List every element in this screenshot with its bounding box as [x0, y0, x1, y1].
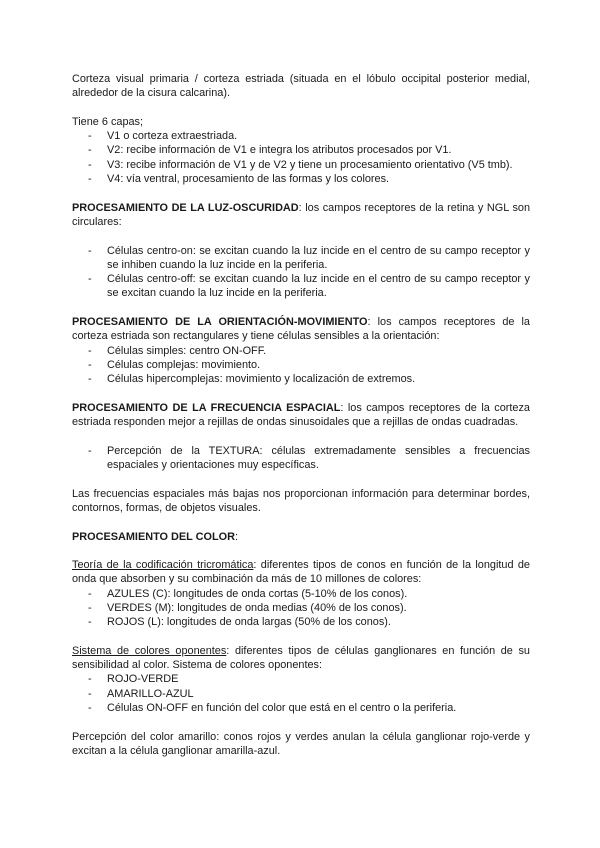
layers-list: [72, 129, 530, 186]
list-item: - AZULES (C): longitudes de onda cortas (5-10% de los conos).: [88, 587, 408, 600]
tricromatica-list: [72, 587, 530, 630]
color-heading: PROCESAMIENTO DEL COLOR:: [72, 530, 239, 543]
bullet-dash: -: [88, 616, 92, 629]
bullet-dash: -: [88, 144, 92, 157]
frecuencia-closing: Las frecuencias espaciales más bajas nos proporcionan información para determinar bordes, contornos, formas, de objetos visuales.: [72, 487, 530, 514]
list-item: - Células simples: centro ON-OFF.: [88, 344, 267, 357]
orientacion-paragraph: PROCESAMIENTO DE LA ORIENTACIÓN-MOVIMIENTO: los campos receptores de la corteza estriada son rectangulares y tiene células sensibles a la orientación:: [72, 316, 530, 343]
list-item: - Células centro-on: se excitan cuando la luz incide en el centro de su campo receptor y se inhiben cuando la luz incide en la periferia.: [88, 244, 530, 271]
list-item: - ROJO-VERDE: [88, 673, 179, 686]
bullet-dash: -: [88, 130, 92, 143]
list-item: - V3: recibe información de V1 y de V2 y tiene un procesamiento orientativo (V5 tmb).: [88, 158, 513, 171]
bullet-dash: -: [88, 273, 92, 286]
list-item: - AMARILLO-AZUL: [88, 687, 194, 700]
tricromatica-paragraph: Teoría de la codificación tricromática: diferentes tipos de conos en función de la longitud de onda que absorben y su combinación da más de 10 millones de colores:: [72, 559, 530, 586]
list-item: - V2: recibe información de V1 e integra los atributos procesados por V1.: [88, 144, 452, 157]
list-item: - ROJOS (L): longitudes de onda largas (50% de los conos).: [88, 616, 391, 629]
list-item: - V1 o corteza extraestriada.: [88, 130, 238, 143]
bullet-dash: -: [88, 158, 92, 171]
list-item: - VERDES (M): longitudes de onda medias (40% de los conos).: [88, 601, 407, 614]
bullet-dash: -: [88, 673, 92, 686]
luz-paragraph: PROCESAMIENTO DE LA LUZ-OSCURIDAD: los campos receptores de la retina y NGL son circulares:: [72, 201, 531, 228]
frecuencia-title: PROCESAMIENTO DE LA FRECUENCIA ESPACIAL: [72, 401, 341, 414]
orientacion-list: [72, 344, 530, 387]
bullet-dash: -: [88, 444, 92, 457]
bullet-dash: -: [88, 358, 92, 371]
frecuencia-list: [72, 444, 530, 473]
oponentes-paragraph: Sistema de colores oponentes: diferentes tipos de células ganglionares en función de su sensibilidad al color. Sistema de colores oponentes:: [72, 644, 530, 672]
color-title: PROCESAMIENTO DEL COLOR: [72, 530, 235, 543]
list-item: - Células ON-OFF en función del color que está en el centro o la periferia.: [88, 702, 457, 715]
frecuencia-paragraph: PROCESAMIENTO DE LA FRECUENCIA ESPACIAL: los campos receptores de la corteza estriada responden mejor a rejillas de ondas sinusoidales que a rejillas de ondas cuadradas.: [72, 401, 530, 429]
luz-title: PROCESAMIENTO DE LA LUZ-OSCURIDAD: [72, 201, 299, 214]
list-item: - Células centro-off: se excitan cuando la luz incide en el centro de su campo receptor y se excitan cuando la luz incide en la periferia.: [88, 273, 530, 300]
orientacion-title: PROCESAMIENTO DE LA ORIENTACIÓN-MOVIMIENTO: [72, 316, 368, 329]
oponentes-list: [72, 672, 530, 715]
oponentes-label: Sistema de colores oponentes: [72, 644, 227, 657]
list-item: - V4: vía ventral, procesamiento de las formas y los colores.: [88, 173, 390, 186]
list-item: - Percepción de la TEXTURA: células extremadamente sensibles a frecuencias espaciales y orientaciones muy específicas.: [88, 444, 530, 472]
bullet-dash: -: [88, 344, 92, 357]
bullet-dash: -: [88, 687, 92, 700]
luz-list: [72, 244, 530, 301]
intro-paragraph: Corteza visual primaria / corteza estriada (situada en el lóbulo occipital posterior medial, alrededor de la cisura calcarina).: [72, 73, 530, 100]
bullet-dash: -: [88, 244, 92, 257]
bullet-dash: -: [88, 373, 92, 386]
bullet-dash: -: [88, 702, 92, 715]
bullet-dash: -: [88, 601, 92, 614]
list-item: - Células complejas: movimiento.: [88, 358, 261, 371]
tricromatica-label: Teoría de la codificación tricromática: [72, 559, 254, 572]
bullet-dash: -: [88, 587, 92, 600]
amarillo-paragraph: Percepción del color amarillo: conos rojos y verdes anulan la célula ganglionar rojo-verde y excitan a la célula ganglionar amarilla-azul.: [72, 730, 530, 757]
bullet-dash: -: [88, 173, 92, 186]
list-item: - Células hipercomplejas: movimiento y localización de extremos.: [88, 373, 416, 386]
layers-heading: Tiene 6 capas;: [72, 115, 144, 128]
